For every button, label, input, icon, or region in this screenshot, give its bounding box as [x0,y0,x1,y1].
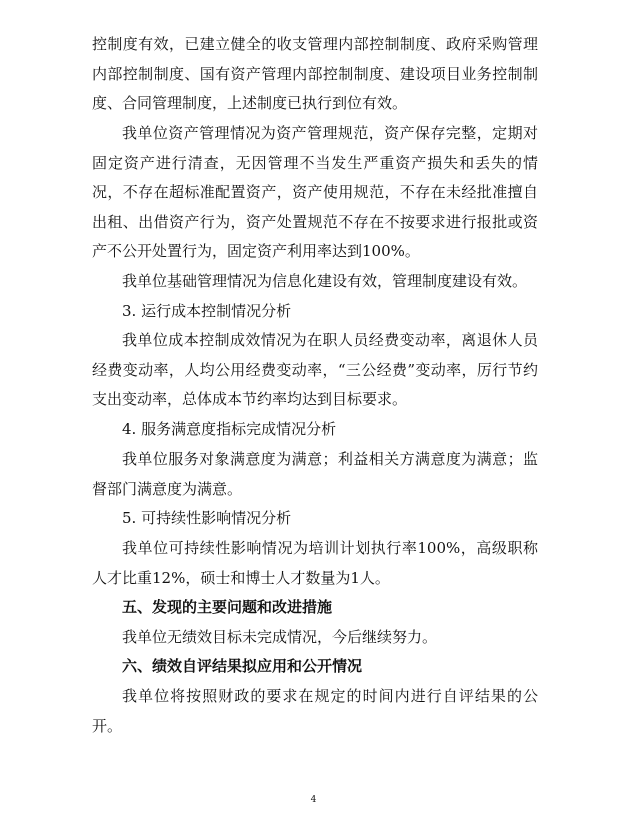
page-number: 4 [310,795,317,805]
sustainability-paragraph: 我单位可持续性影响情况为培训计划执行率100%，高级职称人才比重12%，硕士和博士人才数量为1人。 [92,539,538,587]
asset-management-paragraph: 我单位资产管理情况为资产管理规范，资产保存完整，定期对固定资产进行清查，无因管理不当发生严重资产损失和丢失的情况，不存在超标准配置资产，资产使用规范，不存在未经批准擅自出租、出借资产行为，资产处置规范不存在不按要求进行报批或资产不公开处置行为，固定资产利用率达到100%。 [92,124,538,261]
internal-control-paragraph: 控制度有效，已建立健全的收支管理内部控制制度、政府采购管理内部控制制度、国有资产管理内部控制制度、建设项目业务控制制度、合同管理制度，上述制度已执行到位有效。 [92,35,538,113]
section-3-heading: 3. 运行成本控制情况分析 [122,302,292,320]
disclosure-paragraph: 我单位将按照财政的要求在规定的时间内进行自评结果的公开。 [92,687,538,735]
satisfaction-paragraph: 我单位服务对象满意度为满意；利益相关方满意度为满意；监督部门满意度为满意。 [92,450,538,498]
problems-paragraph: 我单位无绩效目标未完成情况，今后继续努力。 [122,628,438,646]
chapter-5-heading: 五、发现的主要问题和改进措施 [122,598,333,616]
section-4-heading: 4. 服务满意度指标完成情况分析 [122,420,337,438]
section-5-heading: 5. 可持续性影响情况分析 [122,509,292,527]
cost-control-paragraph: 我单位成本控制成效情况为在职人员经费变动率，离退休人员经费变动率，人均公用经费变动率，“三公经费”变动率，厉行节约支出变动率，总体成本节约率均达到目标要求。 [92,331,538,409]
chapter-6-heading: 六、绩效自评结果拟应用和公开情况 [122,657,363,675]
basic-management-paragraph: 我单位基础管理情况为信息化建设有效，管理制度建设有效。 [122,272,528,290]
